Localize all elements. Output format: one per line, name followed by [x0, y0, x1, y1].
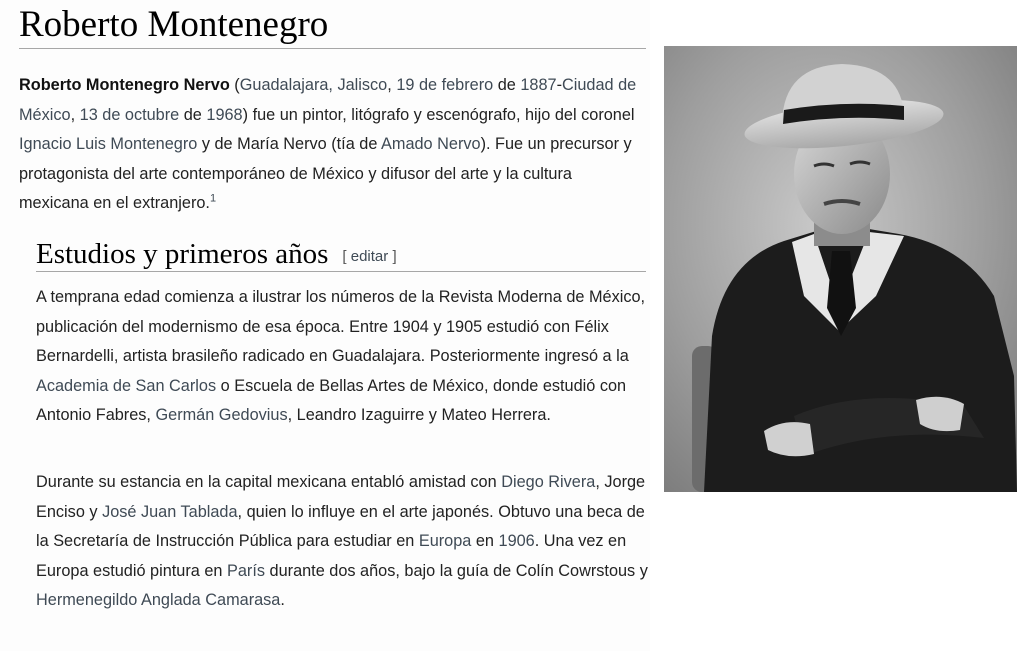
- edit-bracket-close: ]: [388, 248, 397, 265]
- intro-text-3: de: [493, 76, 521, 94]
- intro-text-8: y de María Nervo (tía de: [197, 135, 382, 154]
- page-title: Roberto Montenegro: [19, 4, 329, 45]
- link-guadalajara[interactable]: Guadalajara, Jalisco: [239, 76, 388, 94]
- p2-text-7: .: [280, 591, 285, 610]
- p2-text-1: Durante su estancia en la capital mexicana entabló amistad con: [36, 473, 502, 491]
- link-hermenegildo-anglada-camarasa[interactable]: Hermenegildo Anglada Camarasa: [36, 591, 281, 610]
- intro-text-4: -: [556, 76, 562, 94]
- link-diego-rivera[interactable]: Diego Rivera: [501, 473, 596, 491]
- p2-text-4: en: [471, 532, 499, 551]
- studies-paragraph-1: [36, 283, 648, 431]
- studies-paragraph-2: [36, 468, 648, 616]
- intro-text-9: ). Fue un precursor y protagonista del arte contemporáneo de México y difusor del arte y la cultura mexicana en el extranjero.: [19, 135, 632, 213]
- left-hand: [764, 422, 814, 456]
- section-title: Estudios y primeros años: [36, 238, 329, 270]
- p1-text-2: o Escuela de Bellas Artes de México, donde estudió con Antonio Fabres,: [36, 376, 627, 425]
- link-amado-nervo[interactable]: Amado Nervo: [381, 135, 481, 154]
- edit-bracket-open: [: [342, 248, 351, 265]
- section-edit: [342, 248, 396, 265]
- p2-text-5: . Una vez en Europa estudió pintura en: [36, 532, 627, 580]
- intro-text-5: ,: [70, 105, 80, 124]
- p2-text-2: , Jorge Enciso y: [36, 473, 646, 521]
- link-death-date[interactable]: 13 de octubre: [79, 105, 180, 124]
- reference-1[interactable]: 1: [209, 192, 217, 205]
- p2-text-6: durante dos años, bajo la guía de Colín Cowrstous y: [265, 561, 648, 580]
- section-divider: [36, 271, 646, 272]
- intro-paragraph: [19, 71, 641, 219]
- link-1906[interactable]: 1906: [498, 532, 535, 551]
- section-heading: [36, 234, 397, 274]
- link-europa[interactable]: Europa: [418, 532, 472, 551]
- intro-text-6: de: [179, 105, 207, 124]
- link-jose-juan-tablada[interactable]: José Juan Tablada: [102, 502, 238, 521]
- link-death-year[interactable]: 1968: [206, 105, 243, 124]
- p1-text-3: , Leandro Izaguirre y Mateo Herrera.: [287, 406, 551, 425]
- p2-text-3: , quien lo influye en el arte japonés. Obtuvo una beca de la Secretaría de Instrucción Pública para estudiar en: [36, 502, 645, 551]
- edit-link[interactable]: editar: [350, 248, 389, 265]
- link-birth-date[interactable]: 19 de febrero: [396, 76, 494, 94]
- intro-text-7: ) fue un pintor, litógrafo y escenógrafo, hijo del coronel: [242, 105, 635, 124]
- link-academia-san-carlos[interactable]: Academia de San Carlos: [36, 376, 217, 395]
- link-birth-year[interactable]: 1887: [520, 76, 557, 94]
- link-ignacio-luis-montenegro[interactable]: Ignacio Luis Montenegro: [19, 135, 198, 154]
- p1-text-1: A temprana edad comienza a ilustrar los números de la Revista Moderna de México, publicación del modernismo de esa época. Entre 1904 y 1905 estudió con Félix Bernardelli, artista brasileño radicado en Guadalajara. Posteriormente ingresó a la: [36, 288, 646, 366]
- title-divider: [19, 48, 646, 49]
- intro-text-2: ,: [387, 76, 397, 94]
- intro-text-1: (: [229, 76, 240, 94]
- subject-name: Roberto Montenegro Nervo: [19, 76, 230, 94]
- portrait-image: [664, 46, 1017, 492]
- link-german-gedovius[interactable]: Germán Gedovius: [155, 406, 288, 425]
- portrait-photo[interactable]: [664, 46, 1017, 492]
- link-ciudad-de-mexico[interactable]: Ciudad de México: [19, 76, 637, 124]
- link-paris[interactable]: París: [227, 561, 266, 580]
